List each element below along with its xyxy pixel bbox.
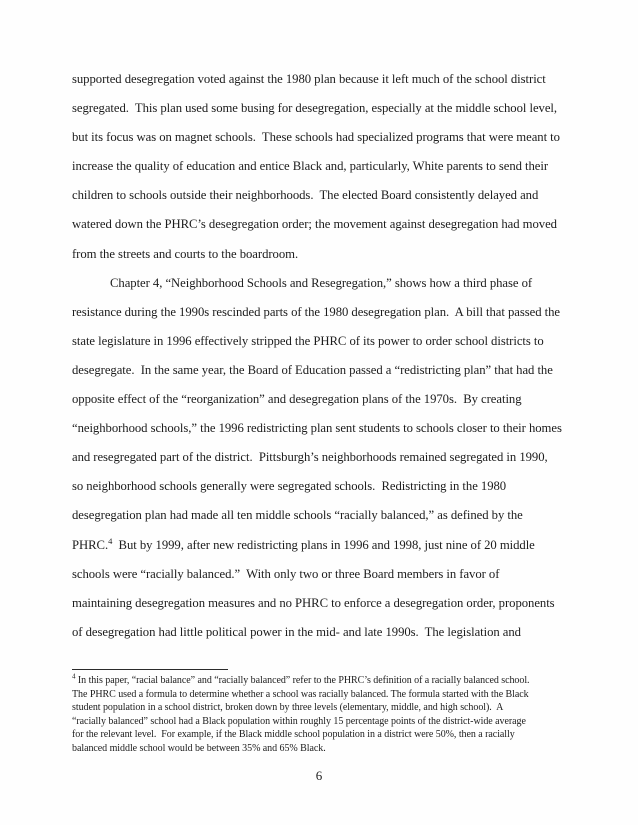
text-line-with-footnote-ref xyxy=(72,531,582,560)
paragraph-2 xyxy=(72,269,582,647)
body-text xyxy=(72,65,582,647)
footnote-text-segment: In this paper, “racial balance” and “racially balanced” refer to the PHRC’s definition of a racially balanced school. xyxy=(75,675,530,686)
footnote-marker: 4 xyxy=(72,672,76,681)
text-segment: PHRC. xyxy=(72,537,109,552)
footnote-line xyxy=(72,674,594,688)
text-line: opposite effect of the “reorganization” and desegregation plans of the 1970s. By creating xyxy=(72,392,522,407)
page-number: 6 xyxy=(315,768,323,783)
footnote-line: “racially balanced” school had a Black population within roughly 15 percentage points of the district-wide average xyxy=(72,715,526,727)
footnote-line: The PHRC used a formula to determine whether a school was racially balanced. The formula started with the Black xyxy=(72,688,529,700)
text-line: increase the quality of education and entice Black and, particularly, White parents to send their xyxy=(72,159,549,174)
text-line: and resegregated part of the district. Pittsburgh’s neighborhoods remained segregated in 1990, xyxy=(72,450,548,465)
footnote xyxy=(72,674,594,756)
text-line: watered down the PHRC’s desegregation order; the movement against desegregation had moved xyxy=(72,217,557,232)
text-line: desegregation plan had made all ten middle schools “racially balanced,” as defined by the xyxy=(72,508,523,523)
text-line: from the streets and courts to the boardroom. xyxy=(72,246,299,261)
text-line: supported desegregation voted against the 1980 plan because it left much of the school district xyxy=(72,72,546,86)
footnote-line: student population in a school district, broken down by three levels (elementary, middle, and high school). A xyxy=(72,702,504,714)
footnote-separator xyxy=(72,669,228,670)
paragraph-1 xyxy=(72,65,582,269)
text-line: resistance during the 1990s rescinded parts of the 1980 desegregation plan. A bill that passed the xyxy=(72,304,560,319)
text-line: segregated. This plan used some busing for desegregation, especially at the middle school level, xyxy=(72,101,558,116)
text-line: maintaining desegregation measures and no PHRC to enforce a desegregation order, proponents xyxy=(72,595,555,610)
text-line: state legislature in 1996 effectively stripped the PHRC of its power to order school districts to xyxy=(72,333,544,348)
text-segment: But by 1999, after new redistricting plans in 1996 and 1998, just nine of 20 middle xyxy=(112,537,535,552)
text-line: of desegregation had little political power in the mid- and late 1990s. The legislation and xyxy=(72,624,521,639)
footnote-line: for the relevant level. For example, if the Black middle school population in a district were 50%, then a racially xyxy=(72,729,515,741)
text-line: Chapter 4, “Neighborhood Schools and Resegregation,” shows how a third phase of xyxy=(110,275,533,290)
footnote-line: balanced middle school would be between 35% and 65% Black. xyxy=(72,742,326,754)
footnote-ref-superscript: 4 xyxy=(108,535,113,546)
text-line: desegregate. In the same year, the Board of Education passed a “redistricting plan” that had the xyxy=(72,362,553,377)
text-line: schools were “racially balanced.” With only two or three Board members in favor of xyxy=(72,566,500,581)
text-line: but its focus was on magnet schools. These schools had specialized programs that were meant to xyxy=(72,130,560,145)
text-line: so neighborhood schools generally were segregated schools. Redistricting in the 1980 xyxy=(72,479,507,494)
text-line: “neighborhood schools,” the 1996 redistricting plan sent students to schools closer to their homes xyxy=(72,421,562,436)
text-line: children to schools outside their neighborhoods. The elected Board consistently delayed and xyxy=(72,188,539,203)
